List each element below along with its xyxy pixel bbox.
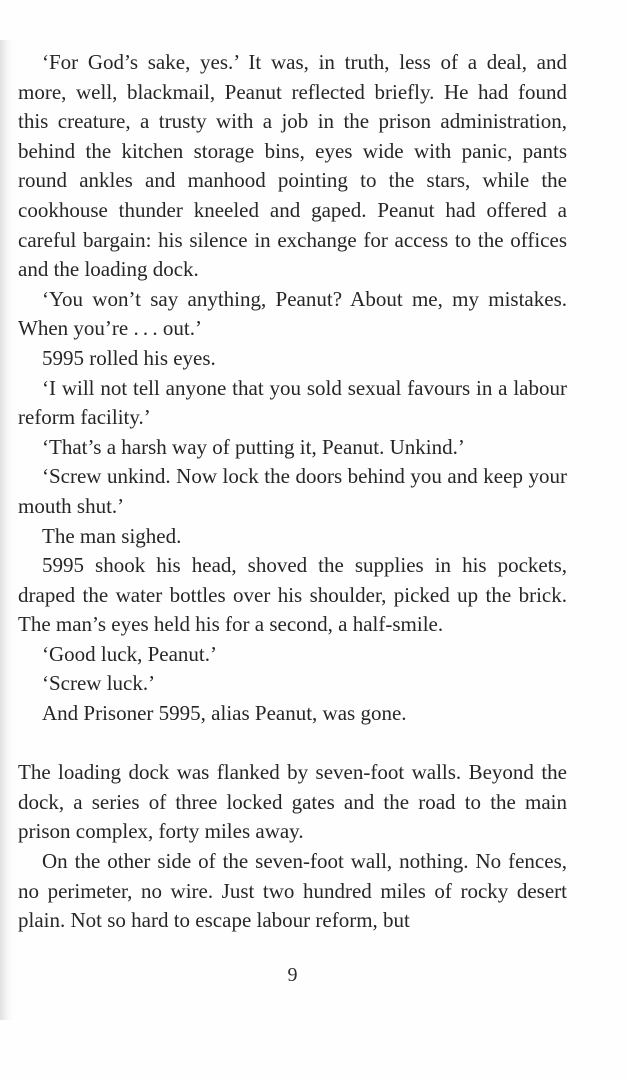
paragraph: The loading dock was flanked by seven-foot walls. Beyond the dock, a series of three locked gates and the road to the main prison complex, forty miles away. (18, 760, 567, 844)
paragraph: ‘Screw luck.’ (42, 671, 156, 696)
page-number: 9 (287, 964, 298, 986)
paragraph: On the other side of the seven-foot wall, nothing. No fences, no perimeter, no wire. Just two hundred miles of rocky desert plain. Not so hard to escape labour reform, but (18, 849, 567, 933)
page-gutter-shadow (0, 40, 14, 1020)
paragraph: ‘For God’s sake, yes.’ It was, in truth, less of a deal, and more, well, blackmail, Peanut reflected briefly. He had found this creature, a trusty with a job in the prison administration, behind the kitchen storage bins, eyes wide with panic, pants round ankles and manhood pointing to the stars, while the cookhouse thunder kneeled and gaped. Peanut had offered a careful bargain: his silence in exchange for access to the offices and the loading dock. (18, 50, 567, 282)
paragraph: ‘That’s a harsh way of putting it, Peanut. Unkind.’ (42, 434, 465, 459)
paragraph: The man sighed. (42, 523, 182, 548)
paragraph: And Prisoner 5995, alias Peanut, was gone. (42, 701, 407, 726)
paragraph: ‘I will not tell anyone that you sold sexual favours in a labour reform facility.’ (18, 375, 567, 430)
paragraph: ‘Screw unkind. Now lock the doors behind you and keep your mouth shut.’ (18, 464, 567, 518)
paragraph: 5995 shook his head, shoved the supplies in his pockets, draped the water bottles over his shoulder, picked up the brick. The man’s eyes held his for a second, a half-smile. (18, 553, 567, 637)
paragraph: ‘You won’t say anything, Peanut? About me, my mistakes. When you’re . . . out.’ (18, 286, 567, 341)
paragraph: 5995 rolled his eyes. (42, 345, 216, 370)
paragraph: ‘Good luck, Peanut.’ (42, 641, 217, 666)
page-text (18, 48, 567, 936)
